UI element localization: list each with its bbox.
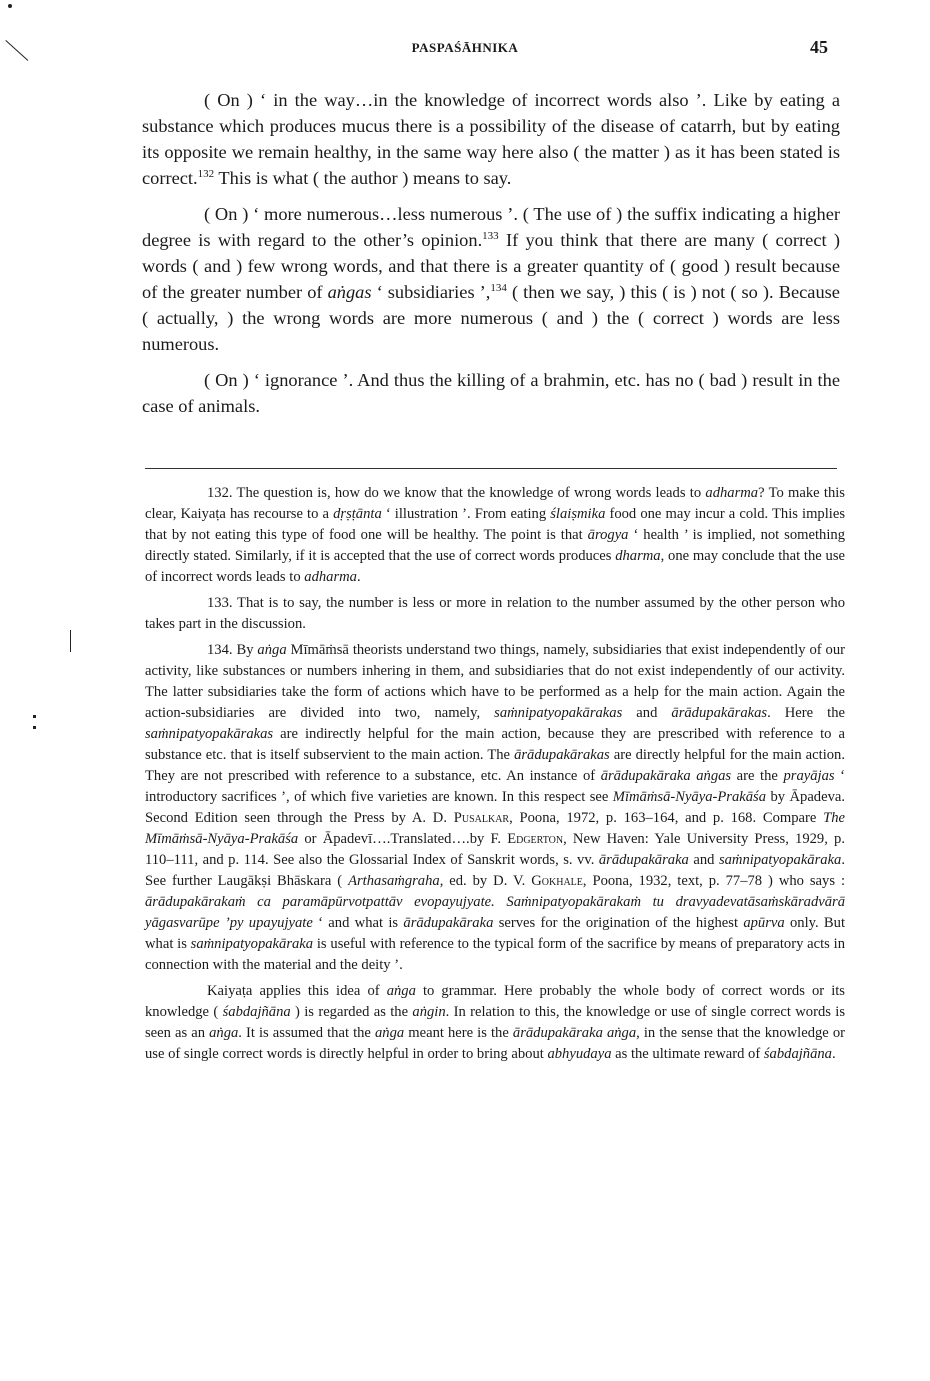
italic-term: ślaiṣmika bbox=[550, 506, 606, 522]
text-run: to grammar. Here probably the whole body of correct words or its knowledge ( bbox=[145, 983, 845, 1020]
text-run: 132. The question is, how do we know that the knowledge of wrong words leads to bbox=[207, 485, 706, 501]
text-run: This is what ( the author ) means to say. bbox=[214, 168, 512, 188]
text-run: , in the sense that the knowledge or use of single correct words is directly helpful in order to bring about bbox=[145, 1025, 845, 1062]
text-run: only. But what is bbox=[145, 915, 846, 952]
footnote-3 bbox=[145, 640, 845, 976]
italic-term: adharma bbox=[705, 485, 759, 501]
italic-term: ārādupakāraka bbox=[598, 852, 689, 868]
text-run: ‘ and what is bbox=[312, 915, 404, 931]
italic-term: aṅga bbox=[209, 1025, 239, 1041]
text-run: ‘ health ’ is implied, not something directly stated. Similarly, if it is accepted that the use of correct words produces bbox=[145, 527, 845, 564]
footnote-ref: 132 bbox=[197, 167, 215, 180]
italic-term: dṛṣṭānta bbox=[333, 506, 382, 522]
footnote-2 bbox=[145, 593, 845, 635]
italic-term: śabdajñāna bbox=[763, 1046, 832, 1062]
footnote-4 bbox=[145, 981, 845, 1065]
text-run: . See further Laugākṣi Bhāskara ( bbox=[145, 852, 846, 889]
scan-tick-left-2 bbox=[33, 715, 36, 718]
body-paragraph-2 bbox=[142, 201, 840, 357]
running-header: PASPAŚĀHNIKA bbox=[411, 40, 519, 55]
italic-term: saṁnipatyopakārakas bbox=[145, 726, 274, 742]
italic-term: aṅgin bbox=[412, 1004, 446, 1020]
text-run: , ed. by D. V. bbox=[439, 873, 532, 889]
text-run: . bbox=[831, 1046, 836, 1062]
text-run: ( On ) ‘ in the way…in the knowledge of incorrect words also ’. Like by eating a substance which produces mucus there is a possibility of the disease of catarrh, but by eating its opposite we remain healthy, in the same way here also ( the matter ) as it has been stated is correct. bbox=[142, 90, 840, 188]
italic-term: ārādupakāraka aṅga bbox=[512, 1025, 637, 1041]
text-run: meant here is the bbox=[404, 1025, 513, 1041]
italic-term: prayājas bbox=[783, 768, 835, 784]
body-paragraph-3 bbox=[142, 367, 840, 419]
text-run: , Poona, 1932, text, p. 77–78 ) who says : bbox=[582, 873, 845, 889]
text-run: ( then we say, ) this ( is ) not ( so ). Because ( actually, ) the wrong words are more numerous ( and ) the ( correct ) words are less numerous. bbox=[142, 282, 840, 354]
text-run: ? To make this clear, Kaiyaṭa has recourse to a bbox=[145, 485, 845, 522]
italic-term: ārādupakāraka bbox=[403, 915, 494, 931]
text-run: and bbox=[688, 852, 719, 868]
text-run: ( On ) ‘ ignorance ’. And thus the killing of a brahmin, etc. has no ( bad ) result in the case of animals. bbox=[142, 370, 840, 416]
text-run: by Āpadeva. Second Edition seen through the Press by A. D. bbox=[145, 789, 845, 826]
italic-term: ārādupakārakaṁ ca paramāpūrvotpattāv evopayujyate. Saṁnipatyopakārakaṁ tu dravyadevatāsaṁskāradvārā yāgasvarūpe ’py upayujyate bbox=[145, 894, 845, 931]
italic-term: apūrva bbox=[743, 915, 785, 931]
author-name: Pusalkar bbox=[453, 810, 510, 826]
text-run: ) is regarded as the bbox=[290, 1004, 413, 1020]
italic-term: The Mīmāṁsā-Nyāya-Prakāśa bbox=[145, 810, 845, 847]
scan-tick-left-3 bbox=[33, 726, 36, 729]
text-run: 134. By bbox=[207, 642, 258, 658]
scan-mark-top-left bbox=[8, 4, 12, 8]
text-run: 133. That is to say, the number is less or more in relation to the number assumed by the other person who takes part in the discussion. bbox=[145, 595, 845, 632]
text-run: or Āpadevī….Translated….by F. bbox=[298, 831, 508, 847]
footnote-rule bbox=[145, 468, 837, 469]
text-run: are the bbox=[731, 768, 784, 784]
text-run: , Poona, 1972, p. 163–164, and p. 168. Compare bbox=[509, 810, 824, 826]
italic-term: aṅga bbox=[375, 1025, 405, 1041]
footnotes bbox=[145, 483, 845, 1070]
text-run: ‘ illustration ’. From eating bbox=[381, 506, 551, 522]
text-run: . bbox=[356, 569, 361, 585]
text-run: and bbox=[622, 705, 672, 721]
italic-term: aṅga bbox=[257, 642, 287, 658]
text-run: Mīmāṁsā theorists understand two things, namely, subsidiaries that exist independently of our activity, like substances or numbers inhering in them, and subsidiaries that do not exist independently of our activity. The latter subsidiaries take the form of actions which have to be performed as a help for the main action. Again the action-subsidiaries are divided into two, namely, bbox=[145, 642, 845, 721]
text-run: , New Haven: Yale University Press, 1929, p. 110–111, and p. 114. See also the Glossarial Index of Sanskrit words, s. vv. bbox=[145, 831, 845, 868]
author-name: Gokhale bbox=[531, 873, 583, 889]
body-paragraph-1 bbox=[142, 87, 840, 191]
scan-tick-left-1 bbox=[70, 630, 71, 652]
text-run: as the ultimate reward of bbox=[611, 1046, 764, 1062]
italic-term: aṅgas bbox=[327, 282, 372, 302]
text-run: are indirectly helpful for the main action, because they are prescribed with reference to a substance etc. that is itself subservient to the main action. The bbox=[145, 726, 845, 763]
italic-term: saṁnipatyopakāraka bbox=[190, 936, 314, 952]
text-run: . In relation to this, the knowledge or use of single correct words is seen as an bbox=[145, 1004, 845, 1041]
text-run: ( On ) ‘ more numerous…less numerous ’. ( The use of ) the suffix indicating a higher degree is with regard to the other’s opinion. bbox=[142, 204, 840, 250]
italic-term: saṁnipatyopakāraka bbox=[718, 852, 842, 868]
italic-term: śabdajñāna bbox=[222, 1004, 291, 1020]
text-run: food one may incur a cold. This implies that by not eating this type of food one will be healthy. The point is that bbox=[145, 506, 845, 543]
footnote-ref: 133 bbox=[482, 229, 499, 242]
italic-term: ārādupakāraka aṅgas bbox=[600, 768, 732, 784]
text-run: . Here the bbox=[767, 705, 845, 721]
footnote-1 bbox=[145, 483, 845, 588]
italic-term: ārogya bbox=[587, 527, 629, 543]
italic-term: Mīmāṁsā-Nyāya-Prakāśa bbox=[612, 789, 767, 805]
italic-term: abhyudaya bbox=[547, 1046, 612, 1062]
text-run: ‘ introductory sacrifices ’, of which five varieties are known. In this respect see bbox=[145, 768, 845, 805]
italic-term: adharma bbox=[304, 569, 357, 585]
footnote-ref: 134 bbox=[490, 281, 507, 294]
italic-term: ārādupakārakas bbox=[671, 705, 768, 721]
text-run: ‘ subsidiaries ’, bbox=[371, 282, 491, 302]
text-run: is useful with reference to the typical form of the sacrifice by means of preparatory acts in connection with the material and the deity ’. bbox=[145, 936, 845, 973]
italic-term: ārādupakārakas bbox=[514, 747, 610, 763]
text-run: . It is assumed that the bbox=[238, 1025, 375, 1041]
page-number: 45 bbox=[810, 37, 828, 57]
text-run: are directly helpful for the main action. They are not prescribed with reference to a substance, etc. An instance of bbox=[145, 747, 845, 784]
italic-term: saṁnipatyopakārakas bbox=[494, 705, 623, 721]
text-run: , one may conclude that the use of incorrect words leads to bbox=[145, 548, 845, 585]
italic-term: Arthasaṁgraha bbox=[348, 873, 440, 889]
italic-term: aṅga bbox=[386, 983, 416, 999]
main-text bbox=[142, 87, 840, 429]
text-run: serves for the origination of the highest bbox=[493, 915, 744, 931]
italic-term: dharma bbox=[615, 548, 661, 564]
author-name: Edgerton bbox=[507, 831, 564, 847]
text-run: Kaiyaṭa applies this idea of bbox=[207, 983, 387, 999]
text-run: If you think that there are many ( correct ) words ( and ) few wrong words, and that there is a greater quantity of ( good ) result because of the greater number of bbox=[142, 230, 840, 302]
